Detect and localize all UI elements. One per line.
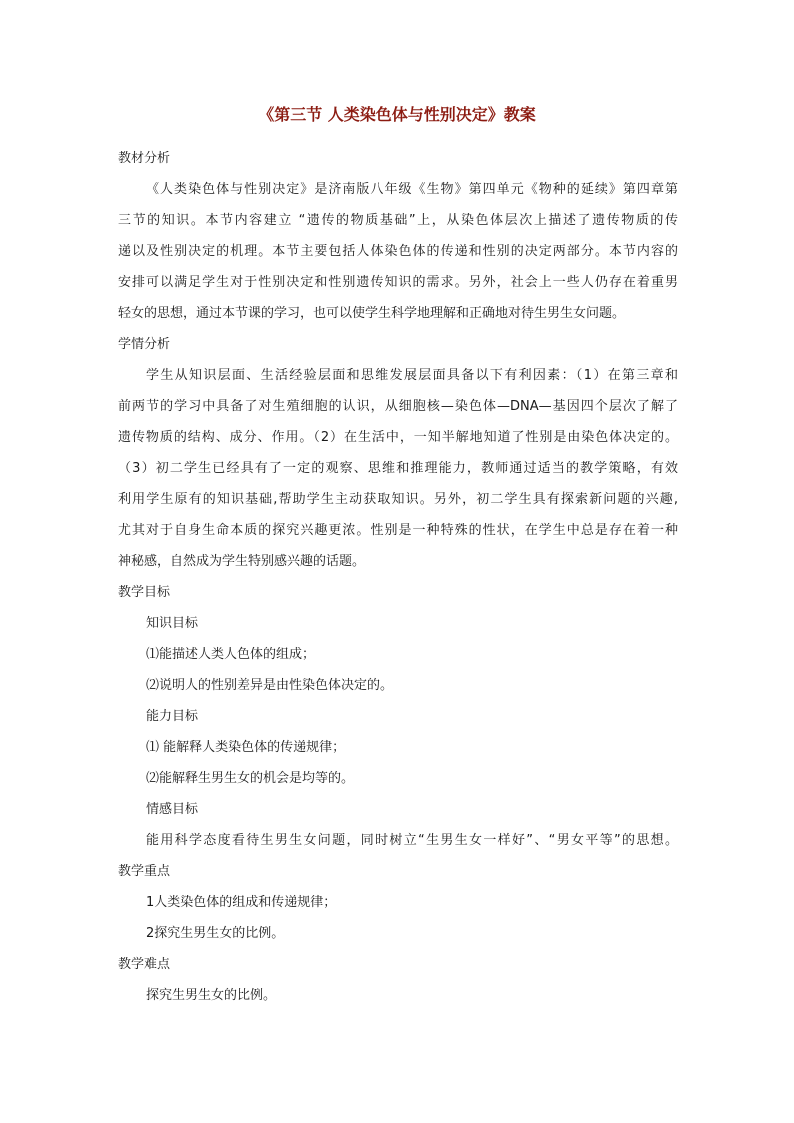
section-heading-difficulty: 教学难点: [118, 957, 171, 972]
key-point-item: 2探究生男生女的比例。: [146, 926, 285, 941]
ability-goal-label: 能力目标: [146, 709, 199, 724]
knowledge-goal-item: ⑵说明人的性别差异是由性染色体决定的。: [146, 678, 394, 693]
analysis-paragraph-line: 《人类染色体与性别决定》是济南版八年级《生物》第四单元《物种的延续》第四章第: [146, 182, 678, 197]
document-body: [118, 143, 678, 1011]
ability-goal-item: ⑵能解释生男生女的机会是均等的。: [146, 771, 355, 786]
emotion-goal-text: 能用科学态度看待生男生女问题，同时树立“生男生女一样好”、“男女平等”的思想。: [146, 833, 678, 848]
knowledge-goal-item: ⑴能描述人类人色体的组成；: [146, 647, 316, 662]
ability-goal-item: ⑴ 能解释人类染色体的传递规律；: [146, 740, 346, 755]
key-point-item: 1人类染色体的组成和传递规律；: [146, 895, 337, 910]
learners-paragraph-line: 神秘感，自然成为学生特别感兴趣的话题。: [118, 554, 366, 569]
learners-paragraph-line: 学生从知识层面、生活经验层面和思维发展层面具备以下有利因素：（1）在第三章和: [146, 368, 678, 383]
section-heading-analysis: 教材分析: [118, 151, 171, 166]
learners-paragraph-line: 尤其对于自身生命本质的探究兴趣更浓。性别是一种特殊的性状，在学生中总是存在着一种: [118, 523, 678, 538]
learners-paragraph-line: 遗传物质的结构、成分、作用。（2）在生活中，一知半解地知道了性别是由染色体决定的。: [118, 430, 678, 445]
document-title: 《第三节 人类染色体与性别决定》教案: [258, 105, 536, 124]
analysis-paragraph-line: 递以及性别决定的机理。本节主要包括人体染色体的传递和性别的决定两部分。本节内容的: [118, 244, 678, 259]
section-heading-key-points: 教学重点: [118, 864, 171, 879]
section-heading-learners: 学情分析: [118, 337, 171, 352]
section-heading-goals: 教学目标: [118, 585, 171, 600]
difficulty-text: 探究生男生女的比例。: [146, 988, 277, 1003]
learners-paragraph-line: 利用学生原有的知识基础,帮助学生主动获取知识。另外，初二学生具有探索新问题的兴趣,: [118, 492, 678, 507]
emotion-goal-label: 情感目标: [146, 802, 199, 817]
learners-paragraph-line: 前两节的学习中具备了对生殖细胞的认识，从细胞核—染色体—DNA—基因四个层次了解了: [118, 399, 678, 414]
learners-paragraph-line: （3）初二学生已经具有了一定的观察、思维和推理能力，教师通过适当的教学策略，有效: [118, 461, 678, 476]
analysis-paragraph-line: 三节的知识。本节内容建立 “遗传的物质基础”上，从染色体层次上描述了遗传物质的传: [118, 213, 678, 228]
analysis-paragraph-line: 安排可以满足学生对于性别决定和性别遗传知识的需求。另外，社会上一些人仍存在着重男: [118, 275, 678, 290]
knowledge-goal-label: 知识目标: [146, 616, 199, 631]
analysis-paragraph-line: 轻女的思想，通过本节课的学习，也可以使学生科学地理解和正确地对待生男生女问题。: [118, 306, 626, 321]
